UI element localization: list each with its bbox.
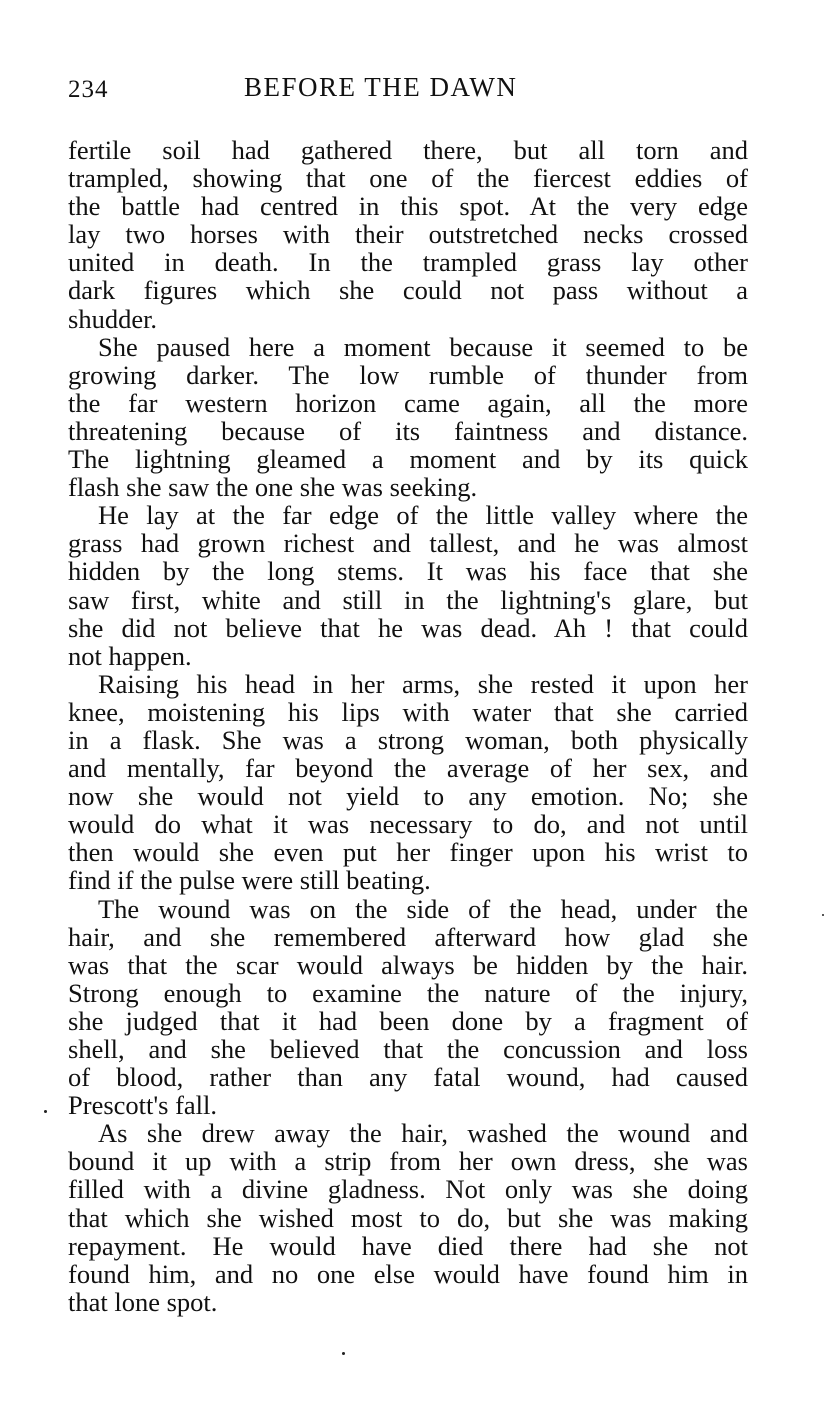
text-line: flash she saw the one she was seeking. xyxy=(68,472,478,503)
scan-speck xyxy=(44,1110,47,1113)
text-line: The lightning gleamed a moment and by its quick xyxy=(68,444,748,475)
text-line: grass had grown richest and tallest, and he was almost xyxy=(68,528,748,559)
page-number: 234 xyxy=(68,76,109,103)
text-line: the battle had centred in this spot. At the very edge xyxy=(68,191,748,222)
text-line: Prescott's fall. xyxy=(68,1090,218,1121)
text-line: in a flask. She was a strong woman, both physically xyxy=(68,724,748,755)
text-line: As she drew away the hair, washed the wound and xyxy=(98,1118,748,1149)
text-line: repayment. He would have died there had she not xyxy=(68,1230,748,1261)
scan-speck xyxy=(342,1352,345,1355)
text-line: lay two horses with their outstretched necks crossed xyxy=(68,219,748,250)
text-line: was that the scar would always be hidden by the hair. xyxy=(68,949,748,980)
paragraph-2 xyxy=(68,333,748,502)
running-head-title: BEFORE THE DAWN xyxy=(244,72,518,102)
text-line: that lone spot. xyxy=(68,1286,218,1317)
text-line: He lay at the far edge of the little valley where the xyxy=(98,500,748,531)
paragraph-6 xyxy=(68,1119,748,1316)
text-line: now she would not yield to any emotion. No; she xyxy=(68,781,748,812)
text-line: shell, and she believed that the concussion and loss xyxy=(68,1034,748,1064)
text-line: Raising his head in her arms, she rested it upon her xyxy=(98,668,748,699)
paragraph-4 xyxy=(68,670,748,895)
text-line: trampled, showing that one of the fiercest eddies of xyxy=(68,163,748,194)
text-line: found him, and no one else would have found him in xyxy=(68,1258,748,1289)
text-line: She paused here a moment because it seemed to be xyxy=(98,331,748,362)
text-line: and mentally, far beyond the average of her sex, and xyxy=(68,753,748,784)
text-line: saw first, white and still in the lightning's glare, but xyxy=(68,584,748,615)
text-line: growing darker. The low rumble of thunder from xyxy=(68,359,748,390)
text-line: that which she wished most to do, but she was making xyxy=(68,1202,748,1233)
text-line: she did not believe that he was dead. Ah ! that could xyxy=(68,612,748,643)
text-line: hidden by the long stems. It was his face that she xyxy=(68,556,748,587)
text-line: then would she even put her finger upon his wrist to xyxy=(68,837,748,868)
text-line: find if the pulse were still beating. xyxy=(68,865,431,896)
scan-speck xyxy=(822,914,824,916)
text-line: hair, and she remembered afterward how glad she xyxy=(68,921,748,952)
text-line: Strong enough to examine the nature of the injury, xyxy=(68,977,748,1008)
text-line: filled with a divine gladness. Not only was she doing xyxy=(68,1174,748,1205)
text-line: shudder. xyxy=(68,303,158,334)
text-line: The wound was on the side of the head, under the xyxy=(98,893,748,924)
text-line: she judged that it had been done by a fragment of xyxy=(68,1005,748,1036)
text-line: would do what it was necessary to do, and not until xyxy=(68,809,748,840)
text-line: not happen. xyxy=(68,640,192,671)
paragraph-5 xyxy=(68,895,748,1120)
text-line: knee, moistening his lips with water that she carried xyxy=(68,696,748,727)
paragraph-1 xyxy=(68,136,748,333)
page-header xyxy=(68,68,748,108)
text-line: the far western horizon came again, all the more xyxy=(68,387,748,418)
text-line: of blood, rather than any fatal wound, had caused xyxy=(68,1062,748,1093)
text-line: fertile soil had gathered there, but all torn and xyxy=(68,135,748,165)
text-line: united in death. In the trampled grass lay other xyxy=(68,247,748,278)
body-text xyxy=(68,136,748,1316)
text-line: dark figures which she could not pass without a xyxy=(68,275,748,306)
text-line: bound it up with a strip from her own dress, she was xyxy=(68,1146,748,1177)
paragraph-3 xyxy=(68,501,748,670)
text-line: threatening because of its faintness and distance. xyxy=(68,415,748,446)
